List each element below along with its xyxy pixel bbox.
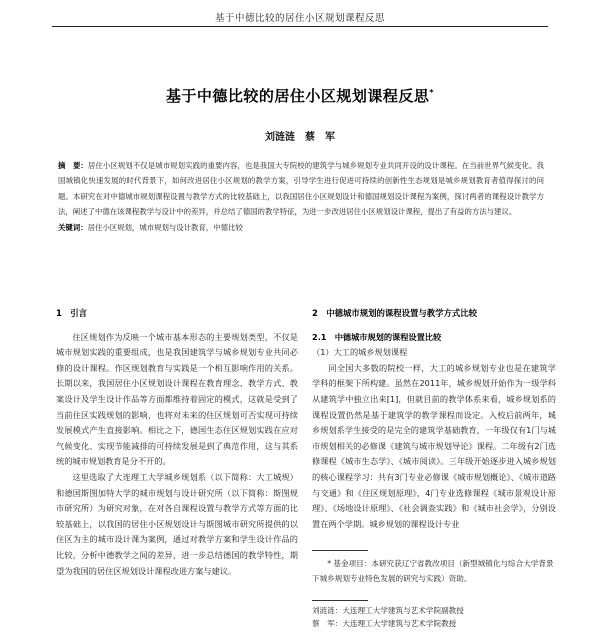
article-title-text: 基于中德比较的居住小区规划课程反思: [165, 87, 430, 105]
section-2-paragraph-1: 同全国大多数的院校一样，大工的城乡规划专业也是在建筑学学科的框架下所构建。虽然在2011年，城乡规划开始作为一级学科从建筑学中独立出来[1]，但就目前的教学体系来看，城乡规划系的课程设置仍然是基于建筑学的教学课程而设定。入校后前两年，城乡规划系学生接受的是完全的建筑学基础教育，一年级仅有1门与城市规划相关的必修课《建筑与城市规划导论》课程。二年级有2门选修课程《城市生态学》、《城市阅读》。三年级开始逐步进入城乡规划的核心课程学习：共有3门专业必修课《城市规划概论》、《城市道路与交通》和《住区规划原理》，4门专业选修课程《城市景观设计原理》、《场地设计原理》、《社会调查实践》和《城市社会学》，分别设置在两个学期。城乡规划的课程设计专业: [312, 362, 556, 529]
section-2-heading: 2 中德城市规划的课程设置与教学方式比较: [312, 308, 477, 318]
header-rule: [52, 26, 548, 27]
running-header: 基于中德比较的居住小区规划课程反思: [214, 13, 385, 24]
left-column: [56, 306, 298, 579]
abstract-block: [58, 158, 544, 235]
funding-footnote: * 基金项目：本研究获辽宁省教改项目（新型城镇化与综合大学背景下城乡规划专业特色发展的研究与实践）资助。: [312, 559, 554, 583]
keywords-line: [58, 220, 544, 235]
keywords-label: 关键词：: [58, 222, 88, 232]
author-bios: [312, 604, 556, 630]
bio-rule: [312, 600, 368, 601]
footnote-rule: [312, 550, 368, 551]
abstract-text: 居住小区规划不仅是城市规划实践的重要内容，也是我国大专院校的建筑学与城乡规划专业共同开设的设计课程。在当前世界气候变化、我国城镇化快速发展的时代背景下，如何改进居住小区规划的教学方案，引导学生进行促进可持续的创新性生态规划是城乡规划教育者值得探讨的问题。本研究在对中德城市规划课程设置与教学方式的比较基础上，以我国居住小区规划设计和德国规划设计课程为案例，探讨两者的课程设计教学方法，阐述了中德在该课程教学与设计中的差异，并总结了德国的教学特征，为进一步改进居住小区规划设计课程，提出了有益的方法与建议。: [58, 161, 544, 217]
abstract-paragraph: [58, 158, 544, 220]
author-bio-2: 蔡 军：大连理工大学建筑与艺术学院教授: [312, 619, 457, 628]
subsection-2-1-heading: 2.1 中德城市规划的课程设置比较: [312, 331, 442, 342]
article-title: [0, 85, 600, 106]
right-column: [312, 306, 556, 532]
subsection-dalian-heading: （1）大工的城乡规划课程: [312, 347, 408, 358]
intro-paragraph-1: 住区规划作为反映一个城市基本形态的主要规划类型，不仅是城市规划实践的重要组成，也是我国建筑学与城乡规划专业共同必修的设计课程。作区规划教育与实践是一个相互影响作用的关系。长期以来，我国居住小区规划设计课程在教育理念、教学方式、教案设计及学生设计作品等方面都维持着固定的模式，这就是受到了当前住区实践规划的影响，也将对未来的住区规划可否实现可持续发展模式产生直接影响。相比之下，德国生态住区规划实践在应对气候变化、实现节能减排的可持续发展是到了典范作用，这与其系统的城市规划教育是分不开的。: [56, 331, 298, 467]
intro-paragraph-2: 这里选取了大连理工大学城乡规划系（以下简称：大工城规）和德国斯图加特大学的城市规划与设计研究所（以下简称：斯图规市研究所）为研究对象，在对各自课程设置与教学方式等方面的比较基础上，以我国的居住小区规划设计与斯图城市研究所提供的以住区为主的城市设计课为案例，通过对教学方案和学生设计作品的比较，分析中德教学之间的差异，进一步总结德国的教学特性，期望为我国的居住区规划设计课程改进方案与建议。: [56, 471, 298, 576]
section-1-heading: 1 引言: [56, 308, 87, 318]
abstract-label: 摘 要：: [58, 161, 88, 170]
keywords-text: 居住小区规划，城市规划与设计教育，中德比较: [87, 222, 243, 232]
article-authors: 刘涟涟 蔡 军: [265, 132, 335, 143]
author-bio-1: 刘涟涟：大连理工大学建筑与艺术学院副教授: [312, 606, 464, 615]
title-footnote-mark: *: [429, 88, 435, 97]
